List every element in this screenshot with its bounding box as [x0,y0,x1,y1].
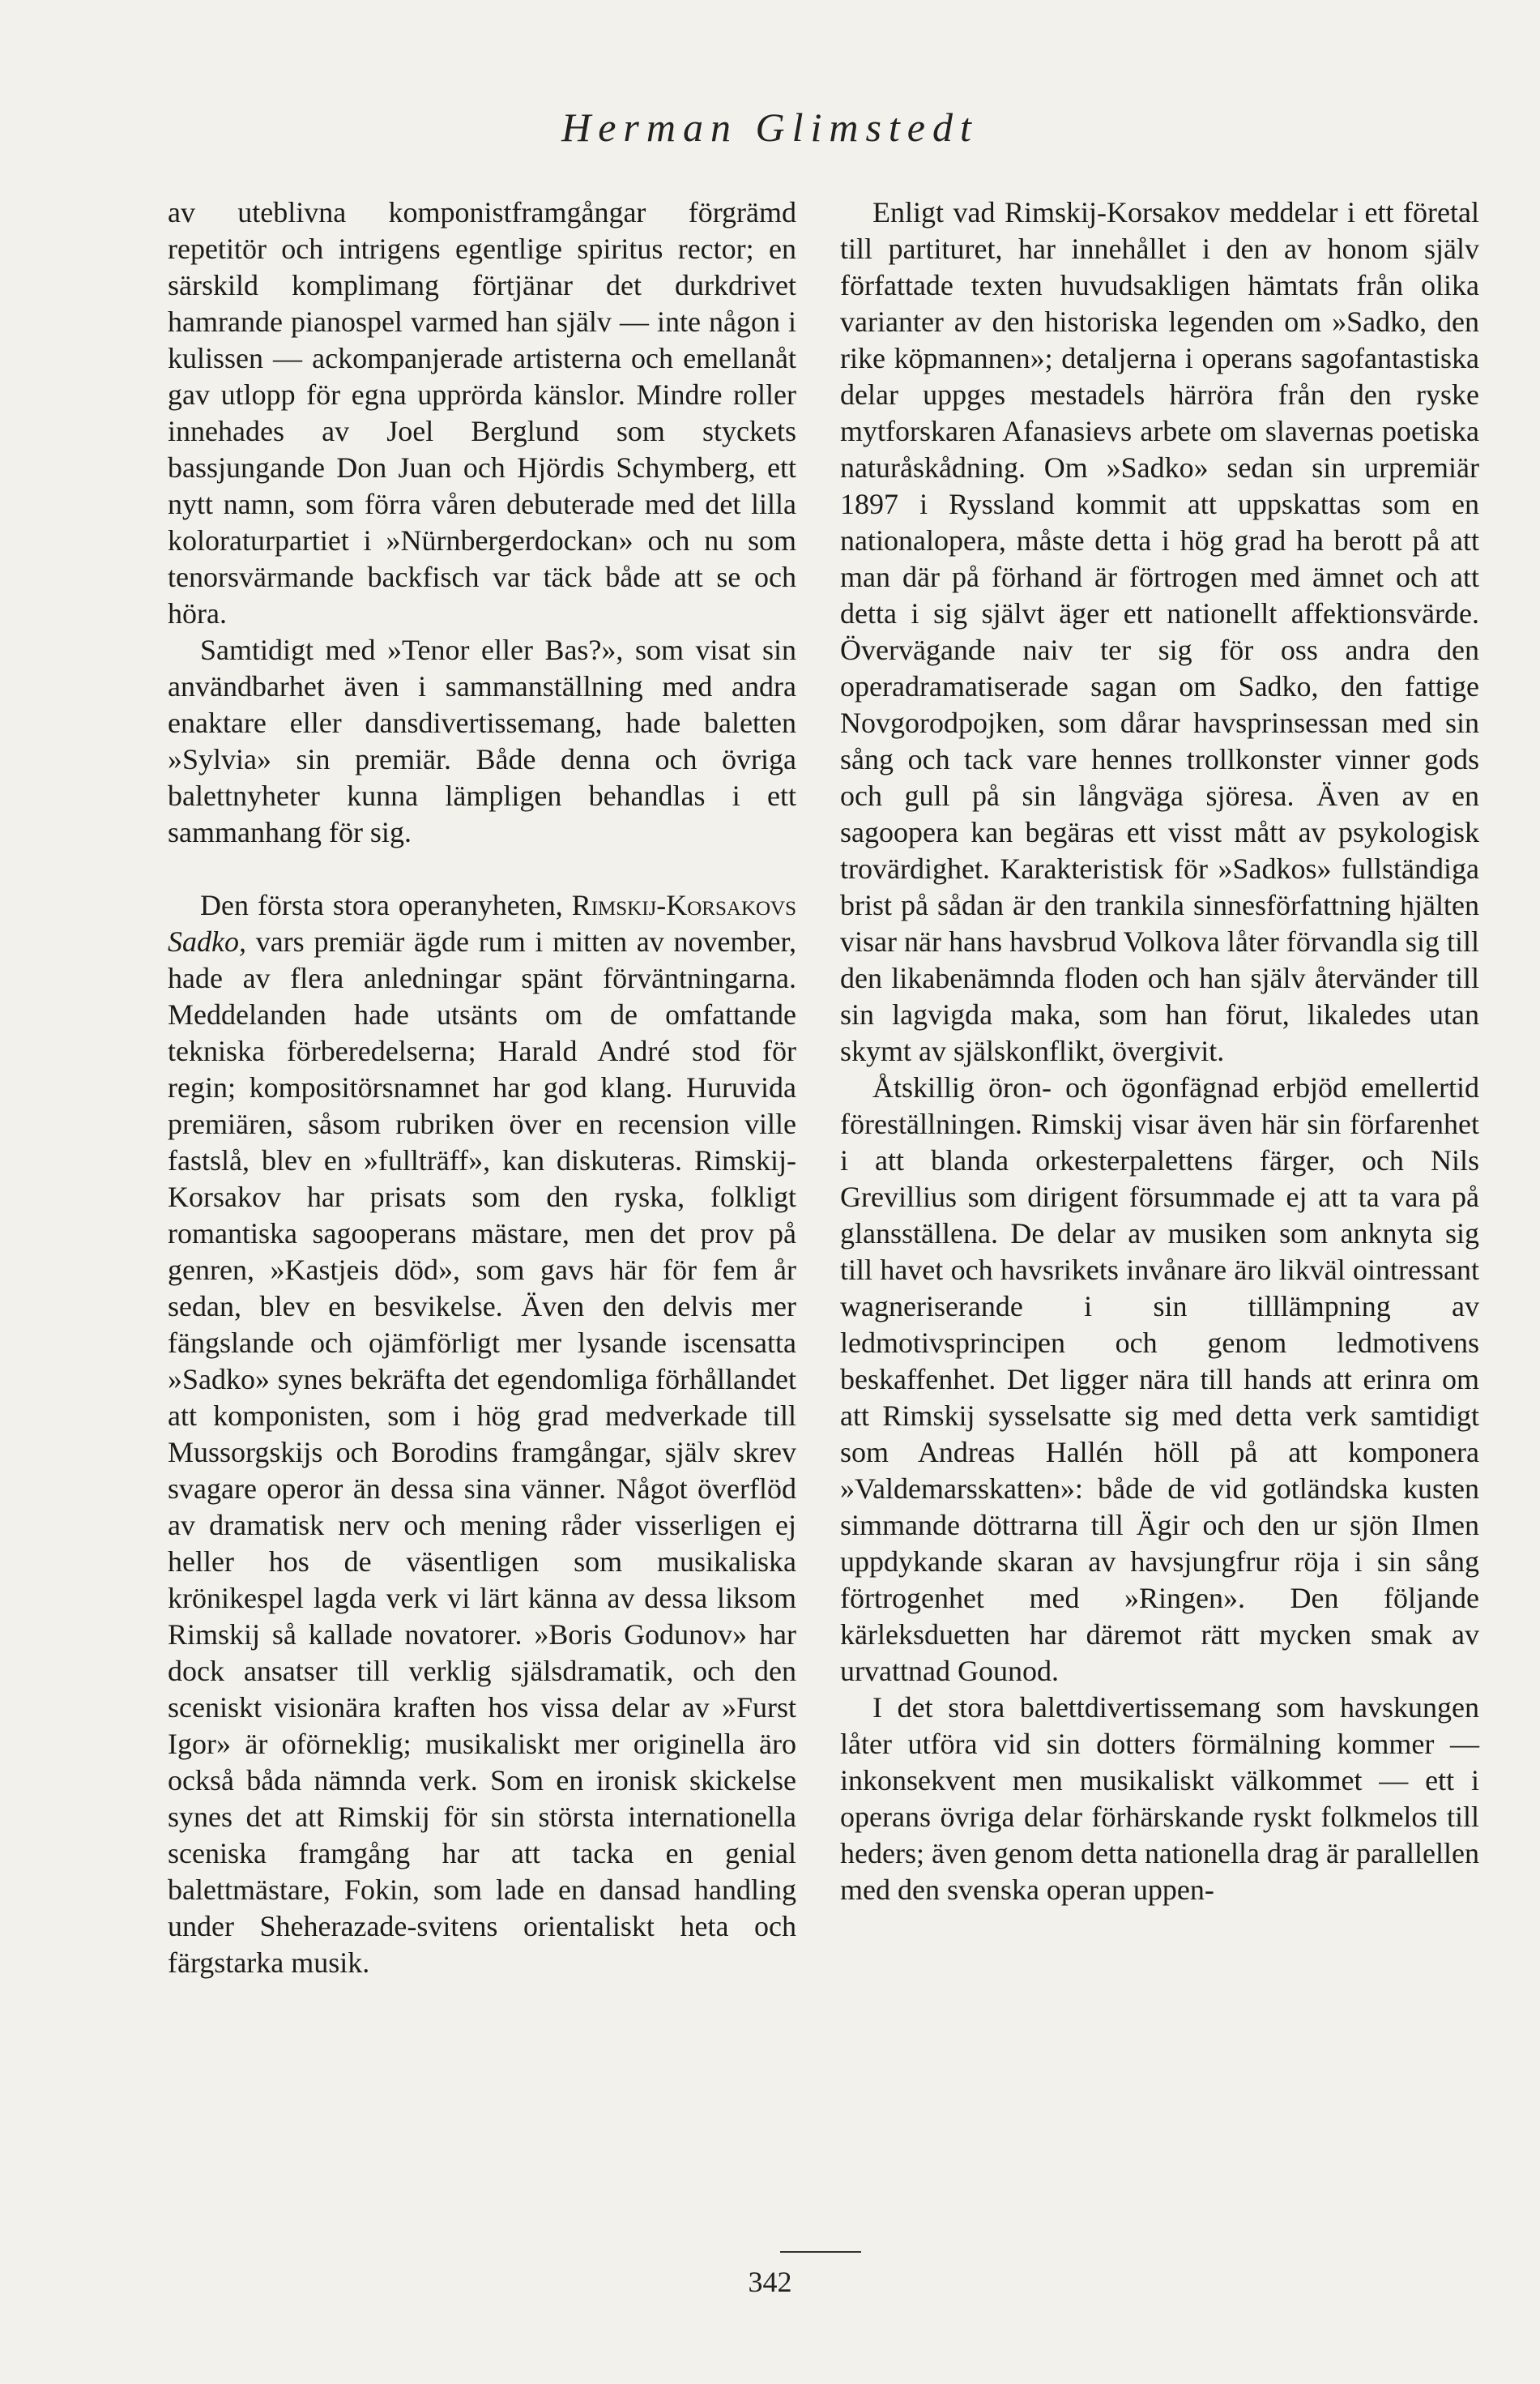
paragraph: Enligt vad Rimskij-Korsakov meddelar i ett företal till partituret, har innehållet i den av honom själv författade texten huvudsakligen hämtats från olika varianter av den historiska legenden om »Sadko, den rike köpmannen»; detaljerna i operans sagofantastiska delar uppges mestadels härröra från den ryske mytforskaren Afanasievs arbete om slavernas poetiska naturåskådning. Om »Sadko» sedan sin urpremiär 1897 i Ryssland kommit att uppskattas som en nationalopera, måste detta i hög grad ha berott på att man där på förhand är förtrogen med ämnet och att detta i sig självt äger ett nationellt affektionsvärde. Övervägande naiv ter sig för oss andra den operadramatiserade sagan om Sadko, den fattige Novgorodpojken, som dårar havsprinsessan med sin sång och tack vare hennes trollkonster vinner gods och gull på sin långväga sjöresa. Även av en sagoopera kan begäras ett visst mått av psykologisk trovärdighet. Karakteristisk för »Sadkos» fullständiga brist på sådan är den trankila sinnesförfattning hjälten visar när hans havsbrud Volkova låter förvandla sig till den likabenämnda floden och han själv återvänder till sin lagvigda maka, som han förut, likaledes utan skymt av själskonflikt, övergivit. [840,196,1479,1067]
opera-title: Sadko, [168,925,246,958]
paragraph-lead: Den första stora operanyheten, [200,889,563,921]
paragraph-sadko-intro [168,887,796,1981]
page-number: 342 [748,2266,792,2298]
composer-name: Rimskij-Korsakovs [571,889,797,921]
left-column [168,194,796,1981]
paragraph-body: vars premiär ägde rum i mitten av november, hade av flera anledningar spänt förväntningarna. Meddelanden hade utsänts om de omfattande tekniska förberedelserna; Harald André stod för regin; kompositörsnamnet har god klang. Huruvida premiären, såsom rubriken över en recension ville fastslå, blev en »fullträff», kan diskuteras. Rimskij-Korsakov har prisats som den ryska, folkligt romantiska sagooperans mästare, men det prov på genren, »Kastjeis död», som gavs här för fem år sedan, blev en besvikelse. Även den delvis mer fängslande och ojämförligt mer lysande iscensatta »Sadko» synes bekräfta det egendomliga förhållandet att komponisten, som i hög grad medverkade till Mussorgskijs och Borodins framgångar, själv skrev svagare operor än dessa sina vänner. Något överflöd av dramatisk nerv och mening råder visserligen ej heller hos de väsentligen som musikaliska krönikespel lagda verk vi lärt känna av dessa liksom Rimskij så kallade novatorer. »Boris Godunov» har dock ansatser till verklig själsdramatik, och den sceniskt visionära kraften hos vissa delar av »Furst Igor» är oförneklig; musikaliskt mer originella äro också båda nämnda verk. Som en ironisk skickelse synes det att Rimskij för sin största internationella sceniska framgång har att tacka en genial balettmästare, Fokin, som lade en dansad handling under Sheherazade-svitens orientaliskt heta och färgstarka musik. [168,925,796,1979]
running-head-author: Herman Glimstedt [561,105,979,150]
paragraph: av uteblivna komponistframgångar förgrämd repetitör och intrigens egentlige spiritus rector; en särskild komplimang förtjänar det durkdrivet hamrande pianospel varmed han själv — inte någon i kulissen — ackompanjerade artisterna och emellanåt gav utlopp för egna upprörda känslor. Mindre roller innehades av Joel Berglund som styckets bassjungande Don Juan och Hjördis Schymberg, ett nytt namn, som förra våren debuterade med det lilla koloraturpartiet i »Nürnbergerdockan» och nu som tenorsvärmande backfisch var täck både att se och höra. [168,196,796,630]
paragraph: I det stora balettdivertissemang som havskungen låter utföra vid sin dotters förmälning kommer — inkonsekvent men musikaliskt välkommet — ett i operans övriga delar förhärskande ryskt folkmelos till heders; även genom detta nationella drag är parallellen med den svenska operan uppen- [840,1691,1479,1906]
paragraph: Samtidigt med »Tenor eller Bas?», som visat sin användbarhet även i sammanställning med andra enaktare eller dansdivertissemang, hade baletten »Sylvia» sin premiär. Både denna och övriga balettnyheter kunna lämpligen behandlas i ett sammanhang för sig. [168,634,796,848]
right-column [840,194,1479,1908]
page-number-rule [780,2251,861,2253]
paragraph: Åtskillig öron- och ögonfägnad erbjöd emellertid föreställningen. Rimskij visar även här sin förfarenhet i att blanda orkesterpalettens färger, och Nils Grevillius som dirigent försummade ej att ta vara på glansställena. De delar av musiken som anknyta sig till havet och havsrikets invånare äro likväl ointressant wagneriserande i sin tilllämpning av ledmotivsprincipen och genom ledmotivens beskaffenhet. Det ligger nära till hands att erinra om att Rimskij sysselsatte sig med detta verk samtidigt som Andreas Hallén höll på att komponera »Valdemarsskatten»: både de vid gotländska kusten simmande döttrarna till Ägir och den ur sjön Ilmen uppdykande skaran av havsjungfrur röja i sin sång förtrogenhet med »Ringen». Den följande kärleksduetten har däremot rätt mycken smak av urvattnad Gounod. [840,1071,1479,1687]
